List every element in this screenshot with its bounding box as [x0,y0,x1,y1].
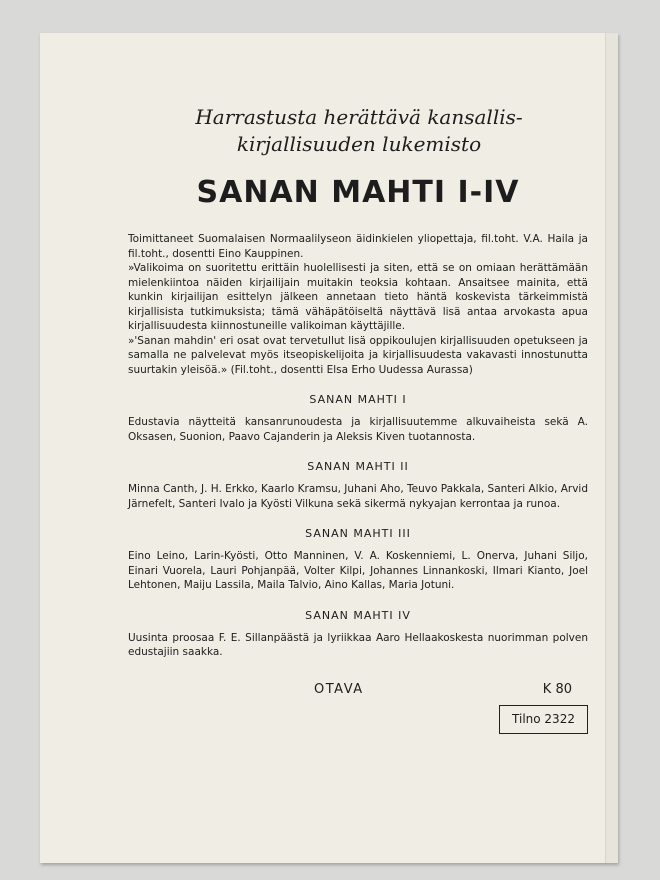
volume-heading-3: SANAN MAHTI III [305,527,411,540]
publisher-name: OTAVA [314,681,364,697]
subtitle-line-2: kirjallisuuden lukemisto [236,132,482,156]
volume-heading-2: SANAN MAHTI II [307,460,409,473]
volume-heading-4: SANAN MAHTI IV [305,608,411,622]
page-edge [605,33,618,863]
product-code: K 80 [542,681,572,697]
subtitle-line-1: Harrastusta herättävä kansallis- [195,105,523,129]
intro-paragraph-editors: Toimittaneet Suomalaisen Normaalilyseon äidinkielen yliopettaja, fil.toht. V.A. Haila ja fil.toht., dosentti Eino Kauppinen. [128,233,588,260]
order-number-box [499,705,588,734]
order-number: Tilno 2322 [512,712,575,726]
cover-footer [128,682,588,742]
volume-description-4: Uusinta proosaa F. E. Sillanpäästä ja lyriikkaa Aaro Hellaakoskesta nuorimman polven edustajiin saakka. [128,631,588,658]
book-title: SANAN MAHTI I-IV [196,175,520,210]
volume-description-1: Edustavia näytteitä kansanrunoudesta ja kirjallisuutemme alkuvaiheista sekä A. Oksasen, Suonion, Paavo Cajanderin ja Aleksis Kiven tuotannosta. [128,416,588,443]
subtitle [128,104,588,158]
intro-paragraph-review-2: »'Sanan mahdin' eri osat ovat tervetullut lisä oppikoulujen kirjallisuuden opetukseen ja samalla ne palvelevat myös itseopiskelijoita ja kirjallisuudesta vakavasti innostunutta suurtakin yleisöä.» (Fil.toht., dosentti Elsa Erho Uudessa Aurassa) [128,334,588,376]
volume-heading-1: SANAN MAHTI I [309,393,407,406]
intro-paragraph-review-1: »Valikoima on suoritettu erittäin huolellisesti ja siten, että se on omiaan herättämään mielenkiintoa näiden kirjailijain muitakin teoksia kohtaan. Ansaitsee mainita, että kunkin kirjailijan esittelyn jälkeen annetaan tieto häntä koskevista tärkeimmistä kirjallisista tutkimuksista; tämä vähäpätöiseltä näyttävä lisä antaa arvokasta apua kirjallisuudesta kiinnostuneille valikoiman käyttäjille. [128,262,588,332]
cover-content [128,104,588,742]
volume-description-2: Minna Canth, J. H. Erkko, Kaarlo Kramsu, Juhani Aho, Teuvo Pakkala, Santeri Alkio, Arvid Järnefelt, Santeri Ivalo ja Kyösti Vilkuna sekä sikermä nykyajan kerrontaa ja runoa. [128,483,588,510]
intro-text [128,232,588,377]
book-back-cover [40,33,618,863]
volume-description-3: Eino Leino, Larin-Kyösti, Otto Manninen, V. A. Koskenniemi, L. Onerva, Juhani Siljo, Einari Vuorela, Lauri Pohjanpää, Volter Kilpi, Johannes Linnankoski, Ilmari Kianto, Joel Lehtonen, Maiju Lassila, Maila Talvio, Aino Kallas, Maria Jotuni. [128,550,588,591]
